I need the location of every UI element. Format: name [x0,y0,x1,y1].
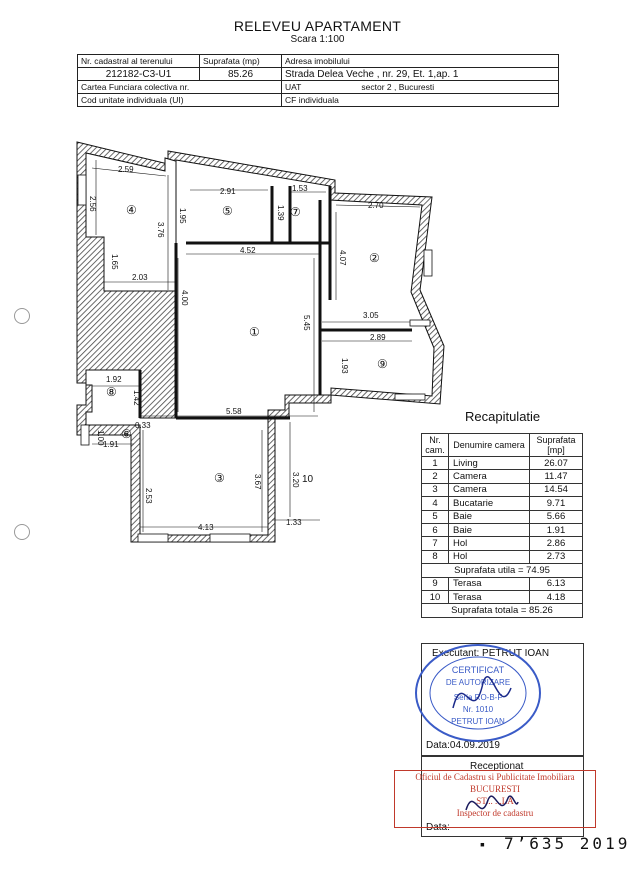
recap-row [422,590,583,603]
header-cod-unitate: Cod unitate individuala (UI) [78,94,282,107]
dim-label: 1.33 [286,518,302,527]
dim-label: 3.05 [363,311,379,320]
room-name-cell: Terasa [449,577,530,590]
suprafata-totala: Suprafata totala = 85.26 [422,604,583,617]
dim-label: 2.89 [370,333,386,342]
header-carte-funciara: Cartea Funciara colectiva nr. [78,81,282,94]
col-area: Suprafata [mp] [530,434,583,457]
room-nr-cell: 1 [422,457,449,470]
room-name-cell: Baie [449,523,530,536]
dim-label: 1.95 [178,208,187,224]
recap-row [422,550,583,563]
header-adresa: Adresa imobilului [282,55,559,68]
room-area-cell: 14.54 [530,483,583,496]
recap-table [421,433,583,618]
header-nr-cadastral: Nr. cadastral al terenului [78,55,200,68]
room-number: ⑤ [222,204,233,218]
dim-label: 4.07 [338,250,347,266]
dim-label: 0.33 [135,421,151,430]
room-number: 10 [302,474,314,485]
recap-row [422,537,583,550]
registration-mark: ▪ [480,836,485,852]
dim-label: 4.13 [198,523,214,532]
uat-value: sector 2 , Bucuresti [361,82,435,92]
col-name: Denumire camera [449,434,530,457]
binder-hole [14,524,30,540]
dim-label: 1.65 [110,254,119,270]
recap-row [422,470,583,483]
svg-text:CERTIFICAT: CERTIFICAT [451,665,505,675]
room-nr-cell: 5 [422,510,449,523]
ocpi-stamp-line: BUCURESTI [469,784,520,794]
ocpi-stamp-line: Oficiul de Cadastru si Publicitate Imobiliara [415,772,575,782]
dim-label: 2.53 [144,488,153,504]
room-number: ④ [126,203,137,217]
receptie-signature [462,780,522,830]
dim-label: 1.92 [106,375,122,384]
dim-label: 3.67 [253,474,262,490]
executant-name: Executant: PETRUT IOAN [432,648,550,659]
room-number: ⑨ [377,357,388,371]
room-number: ⑦ [290,205,301,219]
value-nr-cadastral: 212182-C3-U1 [78,68,200,81]
ocpi-stamp-line: ST... ...LA [476,796,514,806]
dim-label: 5.58 [226,407,242,416]
dim-label: 1.39 [276,205,285,221]
room-name-cell: Hol [449,537,530,550]
receptionat-label: Receptionat [470,761,524,772]
dim-label: 4.00 [180,290,189,306]
room-nr-cell: 10 [422,590,449,603]
room-nr-cell: 2 [422,470,449,483]
room-area-cell: 2.73 [530,550,583,563]
recap-row [422,510,583,523]
svg-text:PETRUT IOAN: PETRUT IOAN [451,717,505,726]
header-suprafata: Suprafata (mp) [200,55,282,68]
dim-label: 2.56 [88,196,97,212]
dim-label: 4.52 [240,246,256,255]
dim-label: 2.59 [118,165,134,174]
room-number: ⑥ [121,427,132,441]
recap-row [422,497,583,510]
dim-label: 2.70 [368,201,384,210]
room-area-cell: 4.18 [530,590,583,603]
dim-label: 1.93 [340,358,349,374]
room-area-cell: 1.91 [530,523,583,536]
recap-row [422,523,583,536]
cf-individuala: CF individuala [282,94,559,107]
room-number: ② [369,251,380,265]
page-scale: Scara 1:100 [290,34,345,45]
recap-title: Recapitulatie [465,409,541,424]
room-name-cell: Baie [449,510,530,523]
room-nr-cell: 9 [422,577,449,590]
ocpi-stamp-line: Inspector de cadastru [456,808,534,818]
dim-label: 5.45 [302,315,311,331]
col-nr: Nr. cam. [422,434,449,457]
room-area-cell: 11.47 [530,470,583,483]
room-area-cell: 9.71 [530,497,583,510]
receptie-date: Data: [426,822,450,833]
value-adresa: Strada Delea Veche , nr. 29, Et. 1,ap. 1 [282,68,559,81]
room-area-cell: 5.66 [530,510,583,523]
dim-label: 1.91 [103,440,119,449]
room-name-cell: Hol [449,550,530,563]
room-area-cell: 6.13 [530,577,583,590]
room-nr-cell: 8 [422,550,449,563]
room-area-cell: 26.07 [530,457,583,470]
binder-hole [14,308,30,324]
room-nr-cell: 6 [422,523,449,536]
room-number: ③ [214,471,225,485]
dim-label: 2.91 [220,187,236,196]
room-name-cell: Camera [449,483,530,496]
recap-row [422,457,583,470]
page-title: RELEVEU APARTAMENT [233,18,402,34]
room-nr-cell: 7 [422,537,449,550]
dim-label: 1.42 [132,390,141,406]
room-nr-cell: 4 [422,497,449,510]
dim-label: 3.20 [291,472,300,488]
executant-date: Data:04.09.2019 [426,740,500,751]
room-name-cell: Living [449,457,530,470]
dim-label: 3.76 [156,222,165,238]
svg-text:Nr. 1010: Nr. 1010 [462,705,494,714]
room-name-cell: Terasa [449,590,530,603]
dim-label: 1.00 [96,430,105,446]
dim-label: 2.03 [132,273,148,282]
value-suprafata: 85.26 [200,68,282,81]
recap-row [422,483,583,496]
suprafata-utila: Suprafata utila = 74.95 [422,564,583,577]
recap-row [422,577,583,590]
svg-text:DE AUTORIZARE: DE AUTORIZARE [445,678,511,687]
room-nr-cell: 3 [422,483,449,496]
room-name-cell: Camera [449,470,530,483]
executant-stamp [403,638,553,748]
room-area-cell: 2.86 [530,537,583,550]
room-number: ① [249,325,260,339]
uat-label: UAT [285,82,302,92]
svg-text:Seria RO-B-F: Seria RO-B-F [453,693,503,702]
registration-number: 7’635 2019 [504,834,631,853]
room-name-cell: Bucatarie [449,497,530,510]
dim-label: 1.53 [292,184,308,193]
room-number: ⑧ [106,385,117,399]
